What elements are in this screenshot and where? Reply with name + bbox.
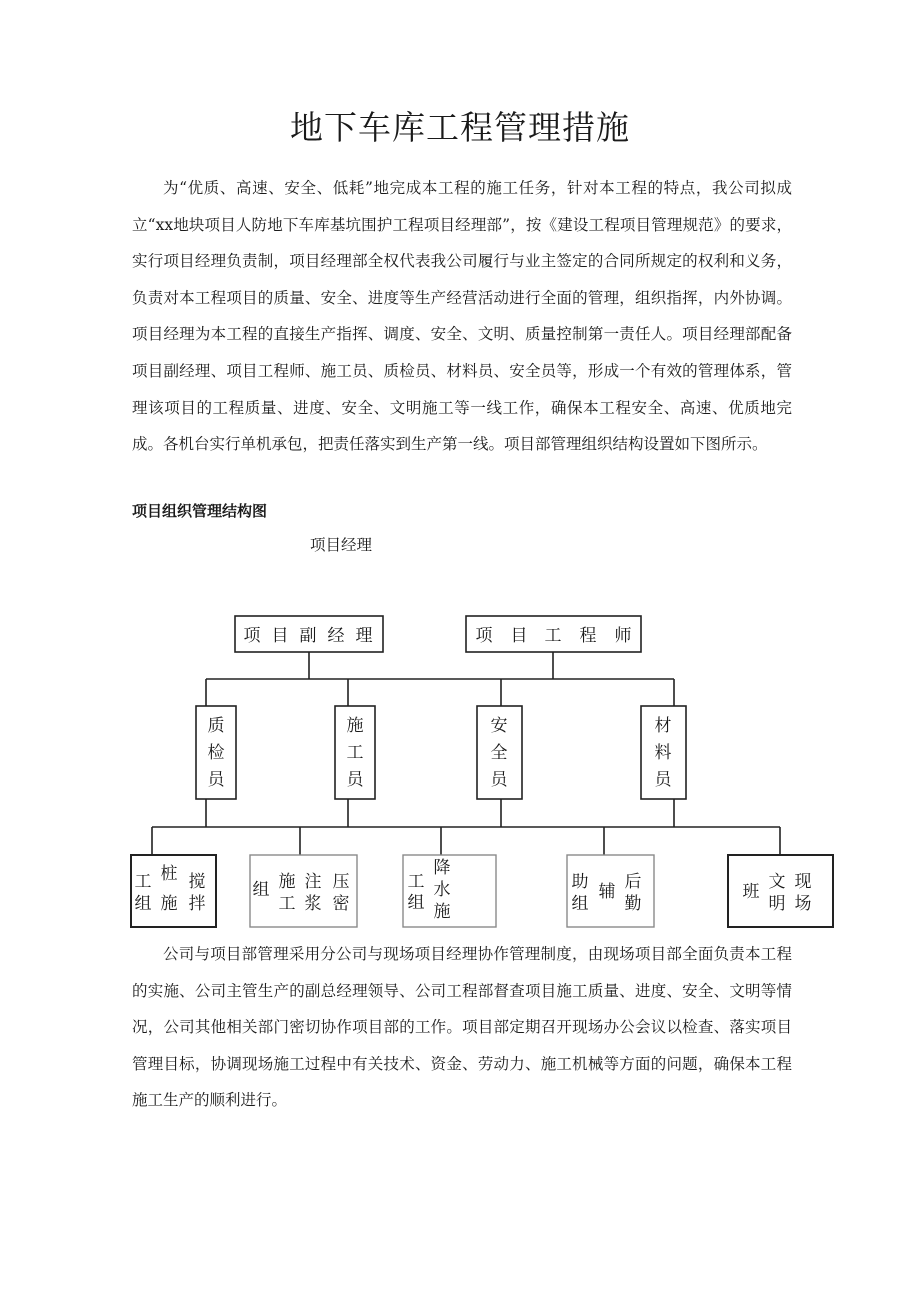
- svg-text:目: 目: [510, 626, 528, 646]
- svg-text:密: 密: [332, 894, 350, 914]
- svg-text:注: 注: [304, 872, 322, 892]
- svg-text:助: 助: [571, 872, 589, 892]
- svg-text:施: 施: [160, 894, 178, 914]
- project-engineer-label: [476, 625, 632, 646]
- svg-text:降: 降: [433, 858, 451, 878]
- svg-text:明: 明: [768, 894, 786, 914]
- svg-text:工: 工: [544, 626, 562, 646]
- svg-text:辅: 辅: [598, 882, 616, 902]
- svg-text:组: 组: [252, 880, 270, 900]
- svg-text:场: 场: [794, 894, 812, 914]
- project-manager-label: 项目经理: [310, 536, 373, 554]
- svg-text:施: 施: [278, 872, 296, 892]
- svg-text:员: 员: [654, 770, 672, 790]
- closing-paragraph: 公司与项目部管理采用分公司与现场项目经理协作管理制度，由现场项目部全面负责本工程的实施、公司主管生产的副总经理领导、公司工程部督查项目施工质量、进度、安全、文明等情况，公司其他相关部门密切协作项目部的工作。项目部定期召开现场办公会议以检查、落实项目管理目标，协调现场施工过程中有关技术、资金、劳动力、施工机械等方面的问题，确保本工程施工生产的顺利进行。: [132, 945, 792, 1110]
- quality-inspector-label: [208, 716, 227, 790]
- chart-heading: 项目组织管理结构图: [132, 502, 268, 520]
- svg-text:检: 检: [207, 743, 225, 763]
- document-title: 地下车库工程管理措施: [290, 108, 630, 147]
- intro-paragraph: 为“优质、高速、安全、低耗”地完成本工程的施工任务，针对本工程的特点，我公司拟成立“xx地块项目人防地下车库基坑围护工程项目经理部”，按《建设工程项目管理规范》的要求，实行项目经理负责制，项目经理部全权代表我公司履行与业主签定的合同所规定的权利和义务，负责对本工程项目的质量、安全、进度等生产经营活动进行全面的管理，组织指挥，内外协调。项目经理为本工程的直接生产指挥、调度、安全、文明、质量控制第一责任人。项目经理部配备项目副经理、项目工程师、施工员、质检员、材料员、安全员等，形成一个有效的管理体系，管理该项目的工程质量、进度、安全、文明施工等一线工作，确保本工程安全、高速、优质地完成。各机台实行单机承包，把责任落实到生产第一线。项目部管理组织结构设置如下图所示。: [132, 179, 792, 454]
- svg-text:材: 材: [654, 716, 672, 736]
- svg-text:施: 施: [346, 716, 364, 736]
- site-civilization-team-label: [743, 872, 812, 914]
- svg-text:拌: 拌: [188, 894, 206, 914]
- svg-text:搅: 搅: [188, 872, 206, 892]
- svg-text:经: 经: [327, 626, 345, 646]
- deputy-manager-label: [244, 626, 373, 646]
- svg-text:后: 后: [624, 872, 642, 892]
- svg-text:组: 组: [407, 893, 425, 913]
- svg-text:程: 程: [579, 626, 597, 646]
- dewatering-team-label: [408, 858, 451, 922]
- construction-worker-label: [347, 716, 366, 790]
- svg-text:水: 水: [433, 880, 451, 900]
- svg-text:勤: 勤: [624, 894, 642, 914]
- svg-text:理: 理: [355, 626, 373, 646]
- logistics-team-label: [572, 872, 642, 914]
- svg-text:副: 副: [299, 626, 317, 646]
- svg-text:项: 项: [475, 626, 493, 646]
- svg-text:质: 质: [207, 716, 225, 736]
- svg-text:施: 施: [433, 902, 451, 922]
- material-officer-label: [655, 716, 674, 790]
- grouting-team-label: [253, 872, 350, 914]
- svg-text:目: 目: [271, 626, 289, 646]
- svg-text:员: 员: [346, 770, 364, 790]
- pile-mixing-team-label: [135, 864, 206, 914]
- svg-text:工: 工: [407, 872, 425, 892]
- svg-text:工: 工: [278, 894, 296, 914]
- svg-text:料: 料: [654, 743, 672, 763]
- svg-text:组: 组: [134, 894, 152, 914]
- svg-text:文: 文: [768, 872, 786, 892]
- safety-officer-label: [491, 716, 510, 790]
- svg-text:工: 工: [134, 872, 152, 892]
- svg-text:员: 员: [207, 770, 225, 790]
- svg-text:工: 工: [346, 743, 364, 763]
- svg-text:班: 班: [742, 882, 760, 902]
- svg-text:员: 员: [490, 770, 508, 790]
- svg-text:组: 组: [571, 894, 589, 914]
- svg-text:安: 安: [490, 716, 508, 736]
- svg-text:全: 全: [490, 743, 508, 763]
- svg-text:桩: 桩: [160, 864, 178, 884]
- svg-text:项: 项: [243, 626, 261, 646]
- svg-text:浆: 浆: [304, 894, 322, 914]
- svg-text:现: 现: [794, 872, 812, 892]
- svg-text:压: 压: [332, 872, 350, 892]
- svg-text:师: 师: [614, 626, 632, 646]
